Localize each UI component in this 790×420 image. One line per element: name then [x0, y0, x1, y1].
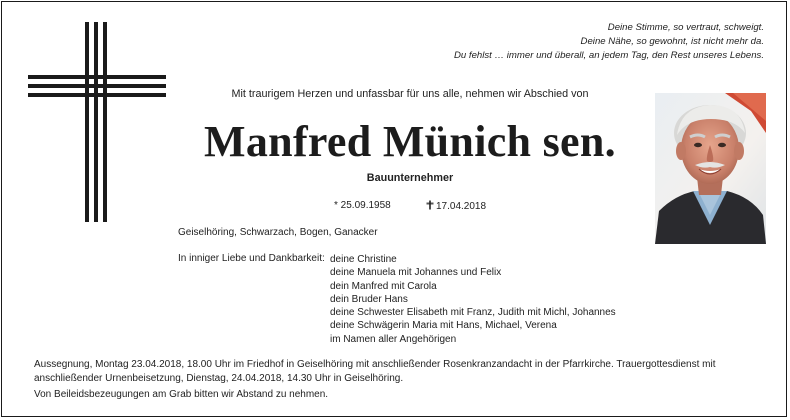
list-item: deine Schwester Elisabeth mit Franz, Judith mit Michl, Johannes: [330, 307, 616, 319]
poem-line: Deine Stimme, so vertraut, schweigt.: [607, 22, 764, 33]
portrait-photo: [655, 93, 766, 244]
funeral-info: [34, 358, 756, 386]
deceased-name: Manfred Münich sen.: [204, 117, 616, 166]
list-item: dein Bruder Hans: [330, 293, 408, 305]
funeral-line: anschließender Urnenbeisetzung, Dienstag, 24.04.2018, 14.30 Uhr in Geiselhöring.: [34, 373, 404, 384]
birth-date: * 25.09.1958: [334, 200, 391, 211]
places: Geiselhöring, Schwarzach, Bogen, Ganacker: [178, 227, 378, 238]
list-item: deine Christine: [330, 254, 397, 265]
mourners-list: [330, 253, 616, 346]
death-date: 17.04.2018: [436, 201, 487, 212]
small-cross-icon: [426, 200, 434, 210]
death-date-block: [426, 200, 486, 212]
list-item: im Namen aller Angehörigen: [330, 333, 457, 345]
poem-line: Du fehlst … immer und überall, an jedem Tag, den Rest unseres Lebens.: [453, 50, 764, 61]
profession: Bauunternehmer: [366, 172, 454, 184]
list-item: deine Manuela mit Johannes und Felix: [330, 267, 502, 279]
poem-line: Deine Nähe, so gewohnt, ist nicht mehr da.: [580, 36, 764, 47]
funeral-line: Aussegnung, Montag 23.04.2018, 18.00 Uhr im Friedhof in Geiselhöring mit anschließender Rosenkranzandacht in der Pfarrkirche. Trauergottesdienst mit: [34, 359, 716, 370]
list-item: deine Schwägerin Maria mit Hans, Michael, Verena: [330, 320, 557, 332]
poem: [454, 21, 764, 63]
intro-text: Mit traurigem Herzen und unfassbar für uns alle, nehmen wir Abschied von: [231, 88, 589, 100]
list-item: dein Manfred mit Carola: [330, 280, 437, 292]
cross-icon: [28, 22, 166, 222]
condolence-note: Von Beileidsbezeugungen am Grab bitten wir Abstand zu nehmen.: [34, 389, 329, 400]
mourning-label: In inniger Liebe und Dankbarkeit:: [178, 253, 325, 264]
